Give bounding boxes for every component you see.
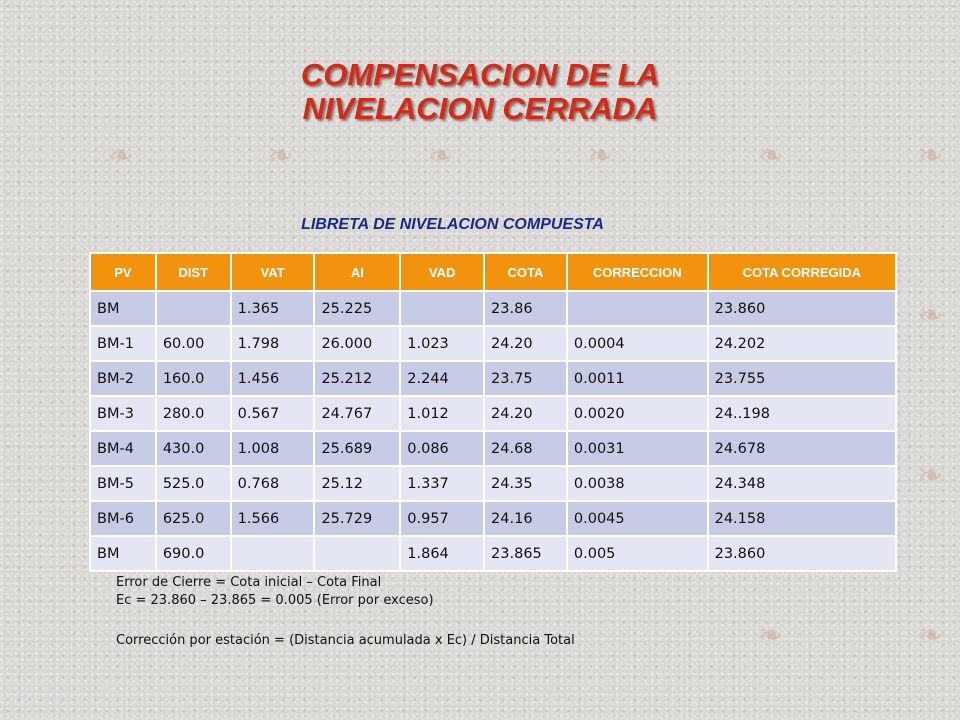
table-cell: 0.567 bbox=[231, 396, 315, 431]
column-header: COTA CORREGIDA bbox=[708, 253, 896, 291]
table-cell: 1.864 bbox=[400, 536, 484, 571]
table-cell: 24.202 bbox=[708, 326, 896, 361]
table-cell: 1.566 bbox=[231, 501, 315, 536]
decorative-glyph: ❧ bbox=[268, 138, 294, 173]
table-cell bbox=[567, 291, 708, 326]
page-title bbox=[0, 58, 960, 126]
table-cell: BM-6 bbox=[90, 501, 156, 536]
table-cell: 1.337 bbox=[400, 466, 484, 501]
table-row bbox=[90, 326, 896, 361]
table-cell: BM-2 bbox=[90, 361, 156, 396]
table-cell bbox=[156, 291, 231, 326]
table-cell bbox=[400, 291, 484, 326]
decorative-glyph: ❧ bbox=[918, 298, 944, 333]
table-cell: 25.225 bbox=[314, 291, 400, 326]
table-cell: 24.158 bbox=[708, 501, 896, 536]
table-cell: BM bbox=[90, 536, 156, 571]
table-cell: 280.0 bbox=[156, 396, 231, 431]
table-cell: 0.086 bbox=[400, 431, 484, 466]
column-header: AI bbox=[314, 253, 400, 291]
table-cell: 1.023 bbox=[400, 326, 484, 361]
table-cell: 625.0 bbox=[156, 501, 231, 536]
table-cell: 0.0031 bbox=[567, 431, 708, 466]
leveling-table bbox=[89, 252, 897, 572]
table-cell: BM-4 bbox=[90, 431, 156, 466]
table-cell: 25.729 bbox=[314, 501, 400, 536]
table-cell: 24.678 bbox=[708, 431, 896, 466]
table-cell: 0.768 bbox=[231, 466, 315, 501]
table-cell: 1.012 bbox=[400, 396, 484, 431]
table-row bbox=[90, 536, 896, 571]
table-cell: 24.348 bbox=[708, 466, 896, 501]
table-cell: 24.767 bbox=[314, 396, 400, 431]
table-row bbox=[90, 361, 896, 396]
table-cell: 0.957 bbox=[400, 501, 484, 536]
table-cell: 23.860 bbox=[708, 536, 896, 571]
decorative-glyph: ❧ bbox=[428, 138, 454, 173]
table-cell bbox=[314, 536, 400, 571]
table-cell: 1.008 bbox=[231, 431, 315, 466]
table-cell: 23.86 bbox=[484, 291, 567, 326]
table-cell: 60.00 bbox=[156, 326, 231, 361]
table-cell: BM-1 bbox=[90, 326, 156, 361]
column-header: VAT bbox=[231, 253, 315, 291]
table-cell: 23.860 bbox=[708, 291, 896, 326]
table-cell: 0.0038 bbox=[567, 466, 708, 501]
table-row bbox=[90, 466, 896, 501]
table-row bbox=[90, 291, 896, 326]
closure-error-calculation: Ec = 23.860 – 23.865 = 0.005 (Error por exceso) bbox=[116, 593, 434, 608]
table-cell: 24.20 bbox=[484, 326, 567, 361]
decorative-glyph: ❧ bbox=[588, 138, 614, 173]
table-cell: 430.0 bbox=[156, 431, 231, 466]
table-cell: 1.365 bbox=[231, 291, 315, 326]
decorative-glyph: ❧ bbox=[758, 138, 784, 173]
table-cell: 23.755 bbox=[708, 361, 896, 396]
table-cell: 0.005 bbox=[567, 536, 708, 571]
table-cell: 25.12 bbox=[314, 466, 400, 501]
table-cell bbox=[231, 536, 315, 571]
column-header: DIST bbox=[156, 253, 231, 291]
table-cell: 2.244 bbox=[400, 361, 484, 396]
decorative-glyph: ❧ bbox=[918, 618, 944, 653]
table-cell: 25.689 bbox=[314, 431, 400, 466]
correction-formula: Corrección por estación = (Distancia acumulada x Ec) / Distancia Total bbox=[116, 633, 575, 648]
table-cell: 24.16 bbox=[484, 501, 567, 536]
table-cell: 525.0 bbox=[156, 466, 231, 501]
title-line-2: NIVELACION CERRADA bbox=[302, 91, 658, 126]
table-header-row bbox=[90, 253, 896, 291]
table-cell: 0.0045 bbox=[567, 501, 708, 536]
table-cell: 160.0 bbox=[156, 361, 231, 396]
table-cell: BM-3 bbox=[90, 396, 156, 431]
column-header: COTA bbox=[484, 253, 567, 291]
table-cell: BM-5 bbox=[90, 466, 156, 501]
table-cell: 0.0020 bbox=[567, 396, 708, 431]
decorative-glyph: ❧ bbox=[108, 138, 134, 173]
column-header: VAD bbox=[400, 253, 484, 291]
decorative-glyph: ❧ bbox=[918, 458, 944, 493]
table-cell: 26.000 bbox=[314, 326, 400, 361]
table-cell: 690.0 bbox=[156, 536, 231, 571]
table-cell: 0.0011 bbox=[567, 361, 708, 396]
table-row bbox=[90, 501, 896, 536]
decorative-glyph: ❧ bbox=[758, 618, 784, 653]
table-cell: 24.35 bbox=[484, 466, 567, 501]
table-cell: 25.212 bbox=[314, 361, 400, 396]
closure-error-formula: Error de Cierre = Cota inicial – Cota Final bbox=[116, 575, 382, 590]
table-cell: 24.68 bbox=[484, 431, 567, 466]
table-cell: 23.865 bbox=[484, 536, 567, 571]
table-row bbox=[90, 431, 896, 466]
column-header: PV bbox=[90, 253, 156, 291]
table-row bbox=[90, 396, 896, 431]
table-cell: 1.456 bbox=[231, 361, 315, 396]
table-cell: 24.20 bbox=[484, 396, 567, 431]
table-cell: 0.0004 bbox=[567, 326, 708, 361]
column-header: CORRECCION bbox=[567, 253, 708, 291]
table-cell: BM bbox=[90, 291, 156, 326]
decorative-glyph: ❧ bbox=[918, 138, 944, 173]
table-cell: 1.798 bbox=[231, 326, 315, 361]
table-cell: 24..198 bbox=[708, 396, 896, 431]
table-cell: 23.75 bbox=[484, 361, 567, 396]
table-caption: LIBRETA DE NIVELACION COMPUESTA bbox=[301, 216, 604, 233]
title-line-1: COMPENSACION DE LA bbox=[300, 57, 660, 92]
